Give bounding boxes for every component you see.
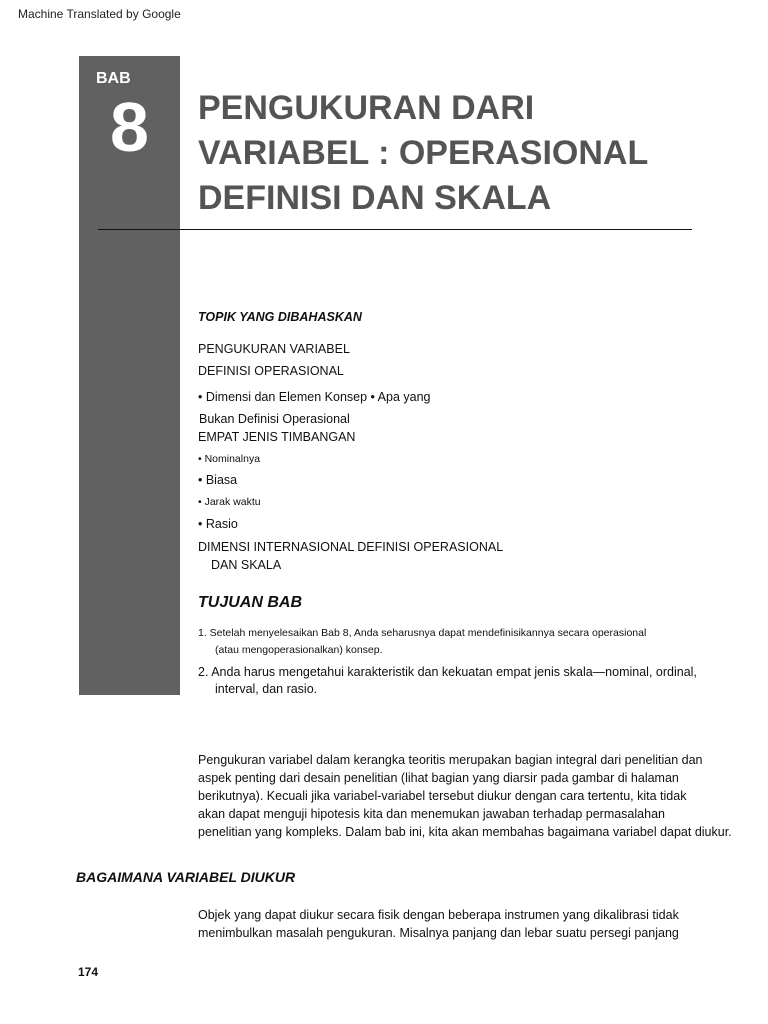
- chapter-title-line: VARIABEL : OPERASIONAL: [198, 134, 649, 172]
- intro-paragraph: [198, 751, 738, 841]
- objective-item-2: [198, 664, 698, 698]
- topic-item: • Rasio: [198, 517, 238, 531]
- topic-item: DEFINISI OPERASIONAL: [198, 364, 344, 378]
- topic-item: • Dimensi dan Elemen Konsep • Apa yang: [198, 390, 431, 404]
- paragraph-line: Objek yang dapat diukur secara fisik dengan beberapa instrumen yang dikalibrasi tidak: [198, 908, 679, 922]
- objective-line: 2. Anda harus mengetahui karakteristik dan kekuatan empat jenis skala—nominal, ordinal,: [198, 665, 697, 679]
- paragraph-line: menimbulkan masalah pengukuran. Misalnya panjang dan lebar suatu persegi panjang: [198, 926, 679, 940]
- section-paragraph: [198, 906, 738, 942]
- page-number: 174: [78, 965, 99, 979]
- topic-item: Bukan Definisi Operasional: [199, 412, 350, 426]
- title-divider: [98, 229, 692, 230]
- section-heading: BAGAIMANA VARIABEL DIUKUR: [76, 869, 296, 885]
- chapter-label: BAB: [96, 70, 131, 87]
- objective-line: interval, dan rasio.: [215, 682, 318, 696]
- topic-item: • Jarak waktu: [198, 496, 261, 508]
- topic-item: • Biasa: [198, 473, 238, 487]
- topic-item: • Nominalnya: [198, 453, 261, 465]
- topic-item: EMPAT JENIS TIMBANGAN: [198, 430, 356, 444]
- paragraph-line: akan dapat menguji hipotesis kita dan menemukan jawaban terhadap permasalahan: [198, 807, 665, 821]
- paragraph-line: Pengukuran variabel dalam kerangka teoritis merupakan bagian integral dari penelitian dan: [198, 753, 703, 767]
- topics-heading: TOPIK YANG DIBAHASKAN: [198, 310, 362, 324]
- paragraph-line: aspek penting dari desain penelitian (lihat bagian yang diarsir pada gambar di halaman: [198, 771, 679, 785]
- objective-line: 1. Setelah menyelesaikan Bab 8, Anda seharusnya dapat mendefinisikannya secara operasional: [198, 627, 647, 639]
- chapter-number: 8: [110, 88, 149, 166]
- chapter-title-line: PENGUKURAN DARI: [198, 89, 535, 127]
- topic-item: DAN SKALA: [211, 558, 282, 572]
- objective-line: (atau mengoperasionalkan) konsep.: [215, 644, 383, 656]
- machine-translation-banner: Machine Translated by Google: [18, 7, 181, 21]
- chapter-title-line: DEFINISI DAN SKALA: [198, 179, 552, 217]
- objectives-heading: TUJUAN BAB: [198, 594, 302, 611]
- chapter-title: [198, 86, 698, 221]
- topic-item: DIMENSI INTERNASIONAL DEFINISI OPERASIONAL: [198, 540, 504, 554]
- objective-item-1: [198, 625, 678, 659]
- paragraph-line: penelitian yang kompleks. Dalam bab ini, kita akan membahas bagaimana variabel dapat diukur.: [198, 825, 732, 839]
- paragraph-line: berikutnya). Kecuali jika variabel-variabel tersebut diukur dengan cara tertentu, kita tidak: [198, 789, 687, 803]
- topic-item: PENGUKURAN VARIABEL: [198, 342, 350, 356]
